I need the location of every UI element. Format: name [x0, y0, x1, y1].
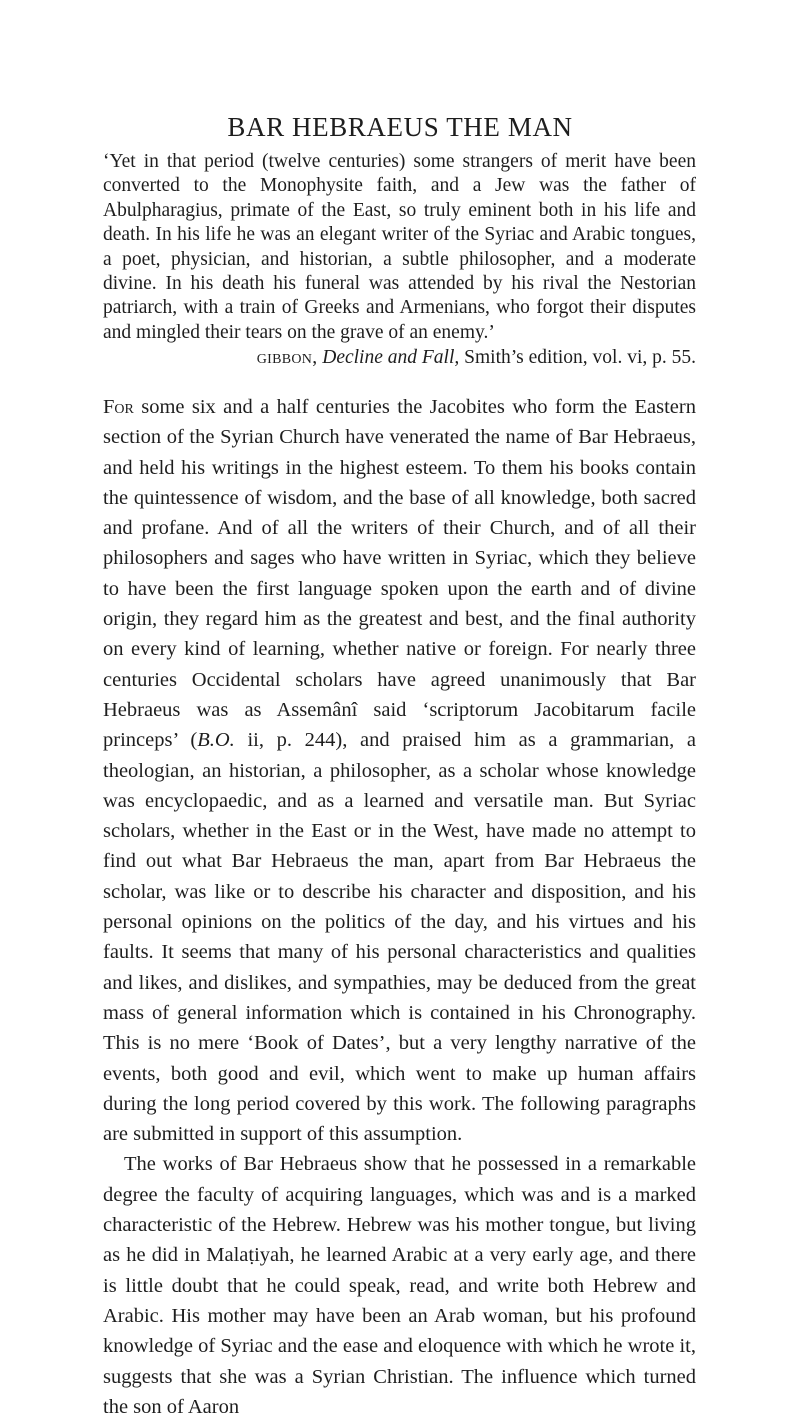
paragraph-1-text-b: ii, p. 244), and praised him as a grammarian, a theologian, an historian, a philosopher, as a scholar whose knowledge was encyclopaedic, and as a learned and versatile man. But Syriac scholars, whether in the East or in the West, have made no attempt to find out what Bar Hebraeus the man, apart from Bar Hebraeus the scholar, was like or to describe his character and disposition, and his personal opinions on the politics of the day, and his virtues and his faults. It seems that many of his personal characteristics and qualities and likes, and dislikes, and sympathies, may be deduced from the great mass of general information which is contained in his Chronography. This is no mere ‘Book of Dates’, but a very lengthy narrative of the events, both good and evil, which went to make up human affairs during the long period covered by this work. The following paragraphs are submitted in support of this assumption.	[103, 729, 696, 1146]
paragraph-2: The works of Bar Hebraeus show that he possessed in a remarkable degree the faculty of acquiring languages, which was and is a marked characteristic of the Hebrew. Hebrew was his mother tongue, but living as he did in Malaṭiyah, he learned Arabic at a very early age, and there is little doubt that he could speak, read, and write both Hebrew and Arabic. His mother may have been an Arab woman, but his profound knowledge of Syriac and the ease and eloquence with which he wrote it, suggests that she was a Syrian Christian. The influence which turned the son of Aaron	[103, 1153, 696, 1418]
paragraph-1	[103, 392, 696, 1149]
paragraph-lead-word: For	[103, 396, 134, 418]
body-text	[103, 392, 696, 1422]
page-title: BAR HEBRAEUS THE MAN	[227, 112, 573, 142]
attribution-author: gibbon,	[256, 347, 318, 368]
attribution-details: Smith’s edition, vol. vi, p. 55.	[459, 347, 696, 368]
attribution-work: Decline and Fall,	[322, 347, 460, 368]
paragraph-1-text-a: some six and a half centuries the Jacobites who form the Eastern section of the Syrian Church have venerated the name of Bar Hebraeus, and held his writings in the highest esteem. To them his books contain the quintessence of wisdom, and the base of all knowledge, both sacred and profane. And of all the writers of their Church, and of all their philosophers and sages who have written in Syriac, which they believe to have been the first language spoken upon the earth and of divine origin, they regard him as the greatest and best, and the final authority on every kind of learning, whether native or foreign. For nearly three centuries Occidental scholars have agreed unanimously that Bar Hebraeus was as Assemânî said ‘scriptorum Jacobitarum facile princeps’ (	[103, 396, 696, 752]
epigraph-attribution	[0, 346, 696, 370]
citation-reference: B.O.	[197, 729, 235, 752]
epigraph-quote: ‘Yet in that period (twelve centuries) some strangers of merit have been converted to the Monophysite faith, and a Jew was the father of Abulpharagius, primate of the East, so truly eminent both in his life and death. In his life he was an elegant writer of the Syriac and Arabic tongues, a poet, physician, and historian, a subtle philosopher, and a moderate divine. In his death his funeral was attended by his rival the Nestorian patriarch, with a train of Greeks and Armenians, who forgot their disputes and mingled their tears on the grave of an enemy.’	[103, 151, 696, 343]
